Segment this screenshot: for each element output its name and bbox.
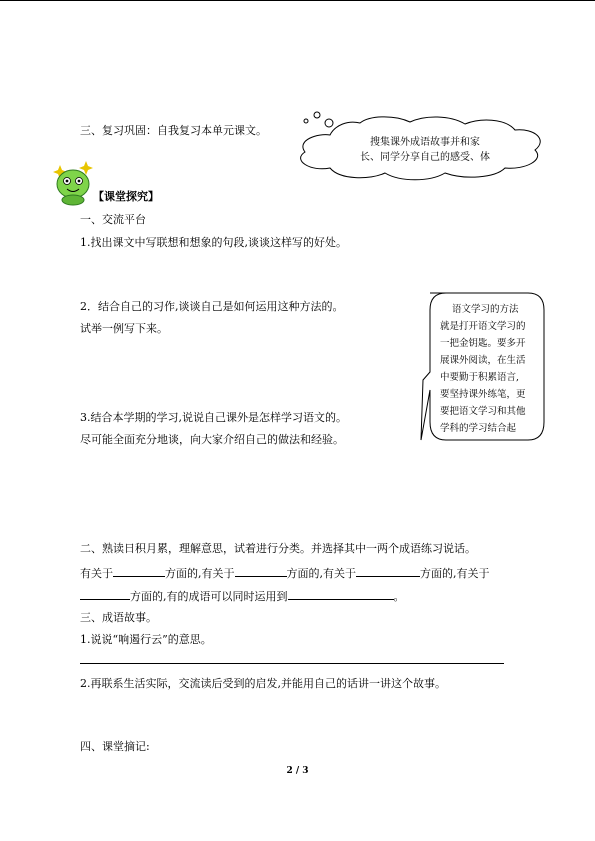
section-story: 三、成语故事。 <box>80 611 157 624</box>
fill-label-about-4: 有关于 <box>456 567 490 580</box>
question-2-line-1: 2．结合自己的习作,谈谈自己是如何运用这种方法的。 <box>80 300 344 313</box>
cloud-line-2: 长、同学分享自己的感受、体 <box>360 152 490 163</box>
story-question-1: 1.说说“响遏行云”的意思。 <box>80 633 212 646</box>
fill-blank-1[interactable] <box>113 565 165 577</box>
bubble-line-4: 展课外阅读，在生活 <box>440 355 526 366</box>
fill-label-about-2: 有关于 <box>201 567 235 580</box>
section-notes: 四、课堂摘记: <box>80 740 150 753</box>
question-3-line-2: 尽可能全面充分地谈，向大家介绍自己的做法和经验。 <box>80 433 344 446</box>
question-3-line-1: 3.结合本学期的学习,说说自己课外是怎样学习语文的。 <box>80 411 347 424</box>
bubble-line-5: 中要勤于积累语言, <box>440 372 520 383</box>
bubble-line-6: 要坚持课外练笔，更 <box>440 389 526 400</box>
fill-label-period: 。 <box>393 590 405 603</box>
fill-label-about-3: 有关于 <box>323 567 356 580</box>
question-1: 1.找出课文中写联想和想象的句段,谈谈这样写的好处。 <box>80 236 347 249</box>
bubble-line-8: 学科的学习结合起 <box>440 423 517 434</box>
section-exchange: 一、交流平台 <box>80 213 146 226</box>
cloud-line-1: 搜集课外成语故事并和家 <box>370 137 480 148</box>
fill-line-1 <box>80 565 490 581</box>
fill-label-aspect-3: 方面的, <box>420 567 457 580</box>
fill-label-aspect-1: 方面的, <box>165 567 202 580</box>
fill-line-2 <box>80 588 405 604</box>
page-number: 2 / 3 <box>286 766 309 776</box>
section-review: 三、复习巩固：自我复习本单元课文。 <box>80 124 267 137</box>
section-idioms: 二、熟读日积月累，理解意思，试着进行分类。并选择其中一两个成语练习说话。 <box>80 542 476 555</box>
fill-blank-2[interactable] <box>235 565 287 577</box>
story-question-2: 2.再联系生活实际，交流读后受到的启发,并能用自己的话讲一讲这个故事。 <box>80 677 446 690</box>
fill-blank-3[interactable] <box>356 565 420 577</box>
bubble-line-2: 就是打开语文学习的 <box>440 321 526 332</box>
mascot-icon <box>53 161 93 205</box>
fill-label-about-1: 有关于 <box>80 567 113 580</box>
heading-explore: 【课堂探究】 <box>93 190 159 203</box>
fill-label-aspect-2: 方面的, <box>286 567 323 580</box>
bubble-line-7: 要把语文学习和其他 <box>440 406 526 417</box>
fill-blank-5[interactable] <box>288 588 394 600</box>
fill-blank-4[interactable] <box>80 588 130 600</box>
answer-line[interactable] <box>80 663 504 664</box>
bubble-line-3: 一把金钥匙。要多开 <box>440 338 526 349</box>
question-2-line-2: 试举一例写下来。 <box>80 322 168 335</box>
fill-label-aspect-end: 方面的,有的成语可以同时运用到 <box>130 590 288 603</box>
bubble-line-1: 语文学习的方法 <box>452 304 519 315</box>
